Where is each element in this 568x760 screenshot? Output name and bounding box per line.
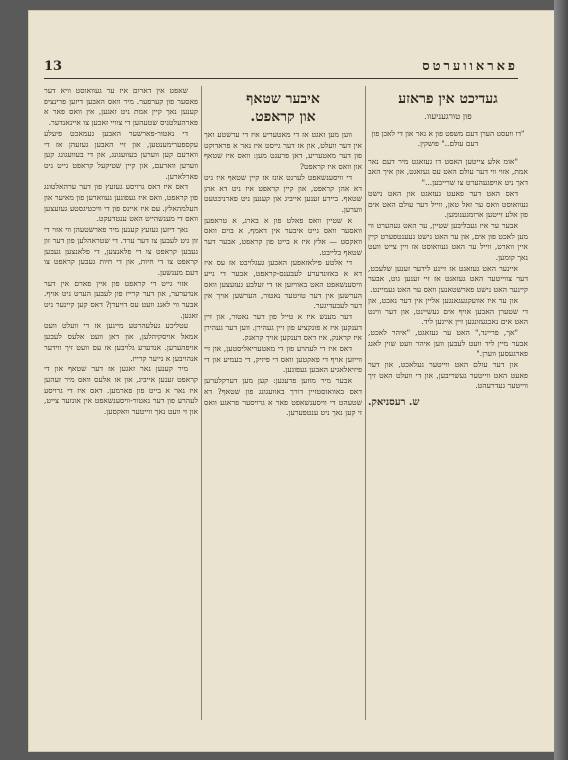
continuation-paragraph: שאפט אין דארום איז ער געוואוסט וויא דער פאסער פון קערפער. מיר וואס האבען דיזען פרינציפ קענען נאך קיין אמת ניט זאגען, אין וואס פאר א פארהעלטניס שטעהען די צוויי זאכען צו איינאנדער. bbox=[44, 86, 198, 128]
journal-title: פאראווערטס bbox=[422, 59, 518, 74]
continuation-paragraph: עטליכע געלעהרטע מיינען אז די וועלט וועט אמאל אויסקיהלען, און דאן וועט אלעס לעבען אויפהערען. אנדערע גלויבען אז עס וועט זיך ווידער אנהויבען א נייער קרייז. bbox=[44, 321, 198, 363]
continuation-paragraph: דאס איז דאס גרויסע געזעץ פון דער ערהאלטונג פון קראפט, וואס איז געפונען געווארען פון מאיער און העלמהאלץ. עס איז איינס פון די וויכטיגסטע געזעצען וואס די מענשהייט האט ענטדעקט. bbox=[44, 182, 198, 224]
article-paragraph: די וויסענשאפט לערנט אונז אז קיין שטאף איז ניט דא אהן קראפט, און קיין קראפט איז ניט דא אהן שטאף. ביידע זענען אייביג און קענען ניט פארניכטעט ווערען. bbox=[204, 172, 362, 214]
continuation-paragraph: אזוי גייט די קראפט פון איין פארם אין דער אנדערער, און דער קרייז פון לעבען הערט ניט אויף. אבער ווי לאנג וועט עס דויערן? דאס קען קיינער ניט זאגען. bbox=[44, 278, 198, 320]
story-paragraph: דאס האט דער פאעט געזאגט און האט נישט געוואוסט וואס ער זאל טאן, ווייל דער עולם האט אים פון אלע זייטען ארומגענומען. bbox=[368, 188, 528, 220]
continuation-column bbox=[44, 86, 198, 720]
continuation-body bbox=[44, 86, 198, 418]
column-divider bbox=[201, 86, 202, 720]
article-title: איבער שטאף און קראפט. bbox=[246, 91, 320, 125]
continuation-paragraph: נאך דיזען געזעץ קענען מיר פארשטעהן ווי אזוי די זון גיט לעבען צו דער ערד. די שטראהלען פון דער זון געבען קראפט צו די פלאנצען, די פלאנצען געבען קראפט צו די חיות, און די חיות געבען קראפט צו דעם מענשען. bbox=[44, 225, 198, 277]
page-number: 13 bbox=[44, 58, 63, 74]
story-signature: ש. רעסניאק. bbox=[368, 397, 420, 409]
story-body bbox=[368, 157, 528, 392]
article-paragraph: די אלטע פילאזאפען האבען געגלויבט אז עס איז דא א באזונדערע לעבענס-קראפט, אבער די נייע וויסענשאפט האט באוויזען אז די זעלבע געזעצען וואס הערשען אין דער טויטער נאטור, הערשען אויך אין דער לעבעדיגער. bbox=[204, 258, 362, 311]
page-header bbox=[44, 56, 518, 76]
book-binding-edge bbox=[554, 0, 568, 760]
continuation-paragraph: מיר קענען נאר זאגען אז דער שטאף און די קראפט זענען אייביג, און אז אלעס וואס מיר זעהען איז נאר א בייט פון פארמען. דאס איז די גרויסע לעהרע פון דער נאטור-וויסענשאפט אין אונזער צייט, און זי וועט נאך ווייטער וואקסען. bbox=[44, 364, 198, 417]
story-paragraph: "אומ אלע צייטען האסט דו געזאגט מיר דעם נאר אמת, אזוי ווי דער עולם האט עס געזאגט, און איך האב דאך ניט אויפגעהערט צו שרייבען..." bbox=[368, 156, 528, 188]
story-paragraph: "אך, פריינד," האט ער געזאגט, "איהר לאכט, אבער מיין ליד וועט לעבען ווען איהר וועט שוין לאנג פארגעסען ווערן." bbox=[368, 327, 528, 359]
story-title: געדיכט אין פראזע bbox=[398, 91, 498, 107]
story-byline: פון טורגעניעוו. bbox=[424, 112, 472, 122]
article-column bbox=[204, 86, 362, 720]
story-paragraph: און דער עולם האט ווייטער געלאכט, און דער פאעט האט ווייטער געשריבען, און די וועלט האט זיך ווייטער געדרעהט. bbox=[368, 360, 528, 391]
story-paragraph: איינער האט געזאגט אז זיינע לידער זענען שלעכט, דער צווייטער האט געזאגט אז זיי זענען גוט, אבער קיינער האט נישט פארשטאנען וואס ער האט געמיינט. bbox=[368, 263, 528, 295]
column-divider bbox=[365, 86, 366, 720]
continuation-paragraph: די נאטור-פארשער האבען געמאכט פיעלע עקספערימענטען, און זיי האבען געזעהן אז די ווארעם קען ווערען בעוועגונג, און די בעוועגונג קען ווערען ווארעם, און קיין שטיקעל קראפט גייט ניט פארלארען. bbox=[44, 128, 198, 181]
article-paragraph: ווען מען זאגט אז די מאטעריע איז די ערשטע זאך אין דער וועלט, און אז דער גייסט איז נאר א פראדוקט פון דער מאטעריע, דאן פרעגט מען: וואס איז שטאף און וואס איז קראפט? bbox=[204, 130, 362, 172]
story-paragraph: אבער ער איז געבליבען שטיין, ער האט געהערט ווי מען לאכט פון אים, און ער האט נישט געענטפערט קיין איין ווארט, ווייל ער האט געוואוסט אז זיין צייט וועט נאך קומען. bbox=[368, 220, 528, 263]
story-paragraph: און ער איז אוועקגעגאנגען אליין אין דער נאכט, און די שטערן האבען אויף אים געשיינט, און דער ווינט האט אים נאכגעזונגען זיין אייגען ליד. bbox=[368, 295, 528, 327]
header-rule bbox=[44, 78, 518, 79]
article-paragraph: א שטיין וואס פאלט פון א בארג, א טראפען וואסער וואס גייט איבער אין דאמף, א בוים וואס וואקסט — אלץ איז א בייט פון קראפט, אבער דער שטאף בלייבט. bbox=[204, 215, 362, 257]
article-paragraph: אבער מיר מוזען פרעגען: קען מען דערקלערען דאס באוואוסטזיין דורך באוועגונג פון שטאף? דא שטעהט די וויסענשאפט פאר א גרויסער פראגע וואס זי קען נאך ניט ענטפערען. bbox=[204, 376, 362, 418]
story-epigraph: "דו וועסט הערן דעם משפט פון א נאר און די לאכן פון דעם עולם.." פושקין. bbox=[371, 128, 525, 148]
article-body bbox=[204, 130, 362, 419]
article-paragraph: דער מענש איז א טייל פון דער נאטור, און זיין דענקען איז א פונקציע פון זיין געהירן. ווען דער געהירן איז קראנק, איז דאס דענקען אויך קראנק. bbox=[204, 311, 362, 343]
article-paragraph: דאס איז די לעהרע פון די מאטעריאליסטען, און זיי ווייזען אויף די פאקטען וואס די פיזיק, די כעמיע און די פיזיאלאגיע האבען געפונען. bbox=[204, 344, 362, 375]
story-column bbox=[368, 86, 528, 720]
